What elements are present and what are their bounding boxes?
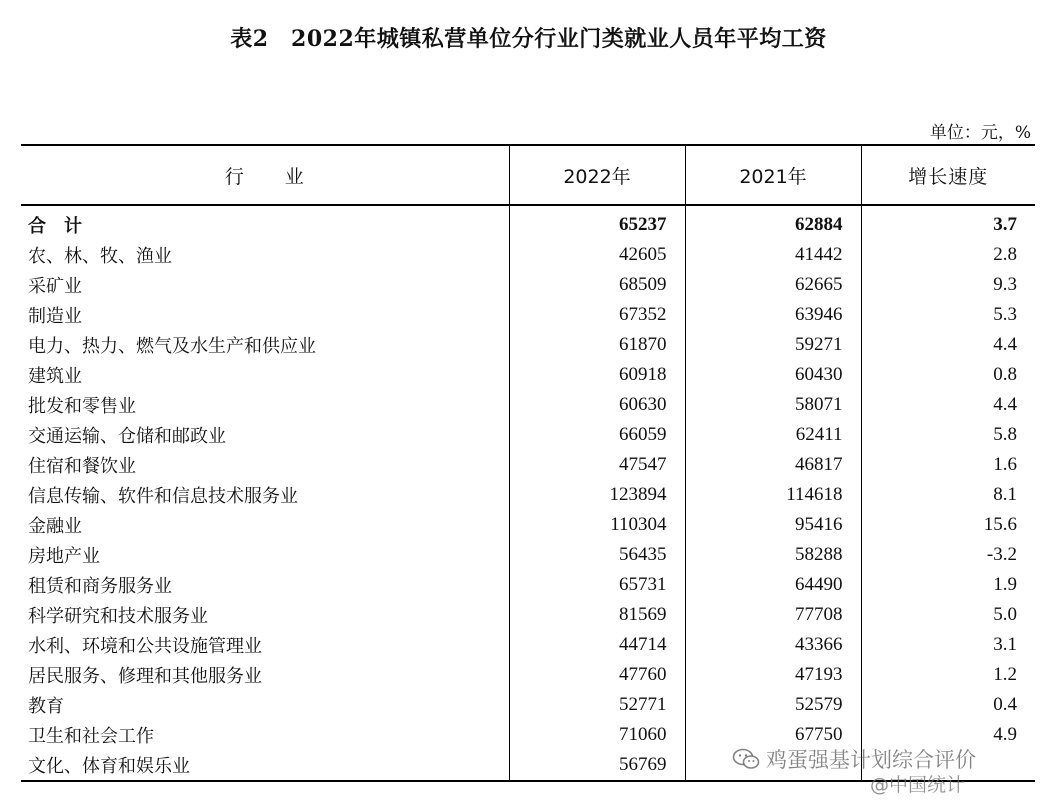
cell-industry: 农、林、牧、渔业	[28, 246, 172, 267]
cell-industry: 居民服务、修理和其他服务业	[28, 666, 262, 687]
cell-growth: 4.4	[861, 390, 1035, 420]
cell-2021: 64490	[685, 570, 861, 600]
cell-growth: 4.9	[861, 720, 1035, 750]
table-title: 表2 2022年城镇私营单位分行业门类就业人员年平均工资	[230, 26, 827, 52]
table-row	[21, 630, 1035, 660]
cell-growth: 1.9	[861, 570, 1035, 600]
cell-industry: 租赁和商务服务业	[28, 576, 172, 597]
cell-industry: 水利、环境和公共设施管理业	[28, 636, 262, 657]
cell-2022: 65237	[509, 205, 685, 240]
table-row	[21, 510, 1035, 540]
cell-2021: 63946	[685, 300, 861, 330]
cell-industry: 交通运输、仓储和邮政业	[28, 426, 226, 447]
cell-2021: 46817	[685, 450, 861, 480]
header-2021: 2021年	[685, 145, 861, 205]
cell-2021: 59271	[685, 330, 861, 360]
cell-2022: 60918	[509, 360, 685, 390]
table-row	[21, 420, 1035, 450]
cell-2021: 77708	[685, 600, 861, 630]
cell-2021: 60430	[685, 360, 861, 390]
cell-2022: 56435	[509, 540, 685, 570]
cell-2021: 41442	[685, 240, 861, 270]
cell-2021: 62411	[685, 420, 861, 450]
cell-2021: 52579	[685, 690, 861, 720]
cell-2022: 68509	[509, 270, 685, 300]
cell-growth: 5.3	[861, 300, 1035, 330]
cell-growth: 1.2	[861, 660, 1035, 690]
header-row	[21, 145, 1035, 205]
table-row	[21, 300, 1035, 330]
watermark-account: 鸡蛋强基计划综合评价	[766, 748, 976, 772]
table-row	[21, 600, 1035, 630]
wechat-icon	[732, 748, 760, 770]
cell-industry: 文化、体育和娱乐业	[21, 750, 509, 781]
cell-growth: 0.8	[861, 360, 1035, 390]
cell-2022: 61870	[509, 330, 685, 360]
cell-2021: 58071	[685, 390, 861, 420]
table-body	[21, 205, 1035, 781]
cell-2022: 44714	[509, 630, 685, 660]
cell-industry: 科学研究和技术服务业	[28, 606, 208, 627]
cell-2022: 110304	[509, 510, 685, 540]
table-row-total	[21, 205, 1035, 240]
cell-industry: 制造业	[28, 306, 82, 327]
cell-2022: 81569	[509, 600, 685, 630]
wage-table	[21, 144, 1035, 782]
cell-industry: 信息传输、软件和信息技术服务业	[28, 486, 298, 507]
cell-2021: 47193	[685, 660, 861, 690]
cell-growth: 2.8	[861, 240, 1035, 270]
cell-2022: 47547	[509, 450, 685, 480]
table-row	[21, 690, 1035, 720]
cell-growth: 15.6	[861, 510, 1035, 540]
cell-industry: 卫生和社会工作	[28, 726, 154, 747]
cell-2021: 58288	[685, 540, 861, 570]
cell-growth: 3.7	[861, 205, 1035, 240]
cell-industry: 教育	[28, 696, 64, 717]
cell-2022: 60630	[509, 390, 685, 420]
table-row	[21, 360, 1035, 390]
cell-2022: 67352	[509, 300, 685, 330]
cell-growth: 3.1	[861, 630, 1035, 660]
cell-2022: 65731	[509, 570, 685, 600]
cell-2022: 56769	[509, 750, 685, 781]
cell-growth: 9.3	[861, 270, 1035, 300]
cell-growth: -3.2	[861, 540, 1035, 570]
cell-2021: 62665	[685, 270, 861, 300]
cell-2022: 71060	[509, 720, 685, 750]
table-row	[21, 660, 1035, 690]
cell-2021: 114618	[685, 480, 861, 510]
cell-growth: 5.0	[861, 600, 1035, 630]
unit-label: 单位：元，%	[929, 123, 1031, 143]
cell-industry: 住宿和餐饮业	[28, 456, 136, 477]
cell-growth: 1.6	[861, 450, 1035, 480]
table-row	[21, 540, 1035, 570]
cell-2021: 67750	[685, 720, 861, 750]
table-row	[21, 570, 1035, 600]
cell-2022: 123894	[509, 480, 685, 510]
table-row	[21, 270, 1035, 300]
cell-industry: 采矿业	[28, 276, 82, 297]
cell-industry: 电力、热力、燃气及水生产和供应业	[28, 336, 316, 357]
cell-growth: 5.8	[861, 420, 1035, 450]
cell-industry: 房地产业	[28, 546, 100, 567]
table-row	[21, 450, 1035, 480]
cell-industry: 金融业	[28, 516, 82, 537]
table-row	[21, 390, 1035, 420]
cell-2022: 52771	[509, 690, 685, 720]
cell-2022: 66059	[509, 420, 685, 450]
table-row	[21, 480, 1035, 510]
cell-industry: 建筑业	[28, 366, 82, 387]
weibo-watermark: @中国统计	[870, 774, 966, 796]
cell-2022: 42605	[509, 240, 685, 270]
cell-industry: 合 计	[28, 216, 82, 237]
cell-2021: 43366	[685, 630, 861, 660]
cell-2021: 95416	[685, 510, 861, 540]
header-industry: 行 业	[21, 145, 509, 205]
table-row	[21, 240, 1035, 270]
cell-growth: 0.4	[861, 690, 1035, 720]
cell-2021: 62884	[685, 205, 861, 240]
cell-growth: 4.4	[861, 330, 1035, 360]
cell-2022: 47760	[509, 660, 685, 690]
header-2022: 2022年	[509, 145, 685, 205]
table-row	[21, 330, 1035, 360]
cell-growth: 8.1	[861, 480, 1035, 510]
cell-industry: 批发和零售业	[28, 396, 136, 417]
header-growth: 增长速度	[861, 145, 1035, 205]
